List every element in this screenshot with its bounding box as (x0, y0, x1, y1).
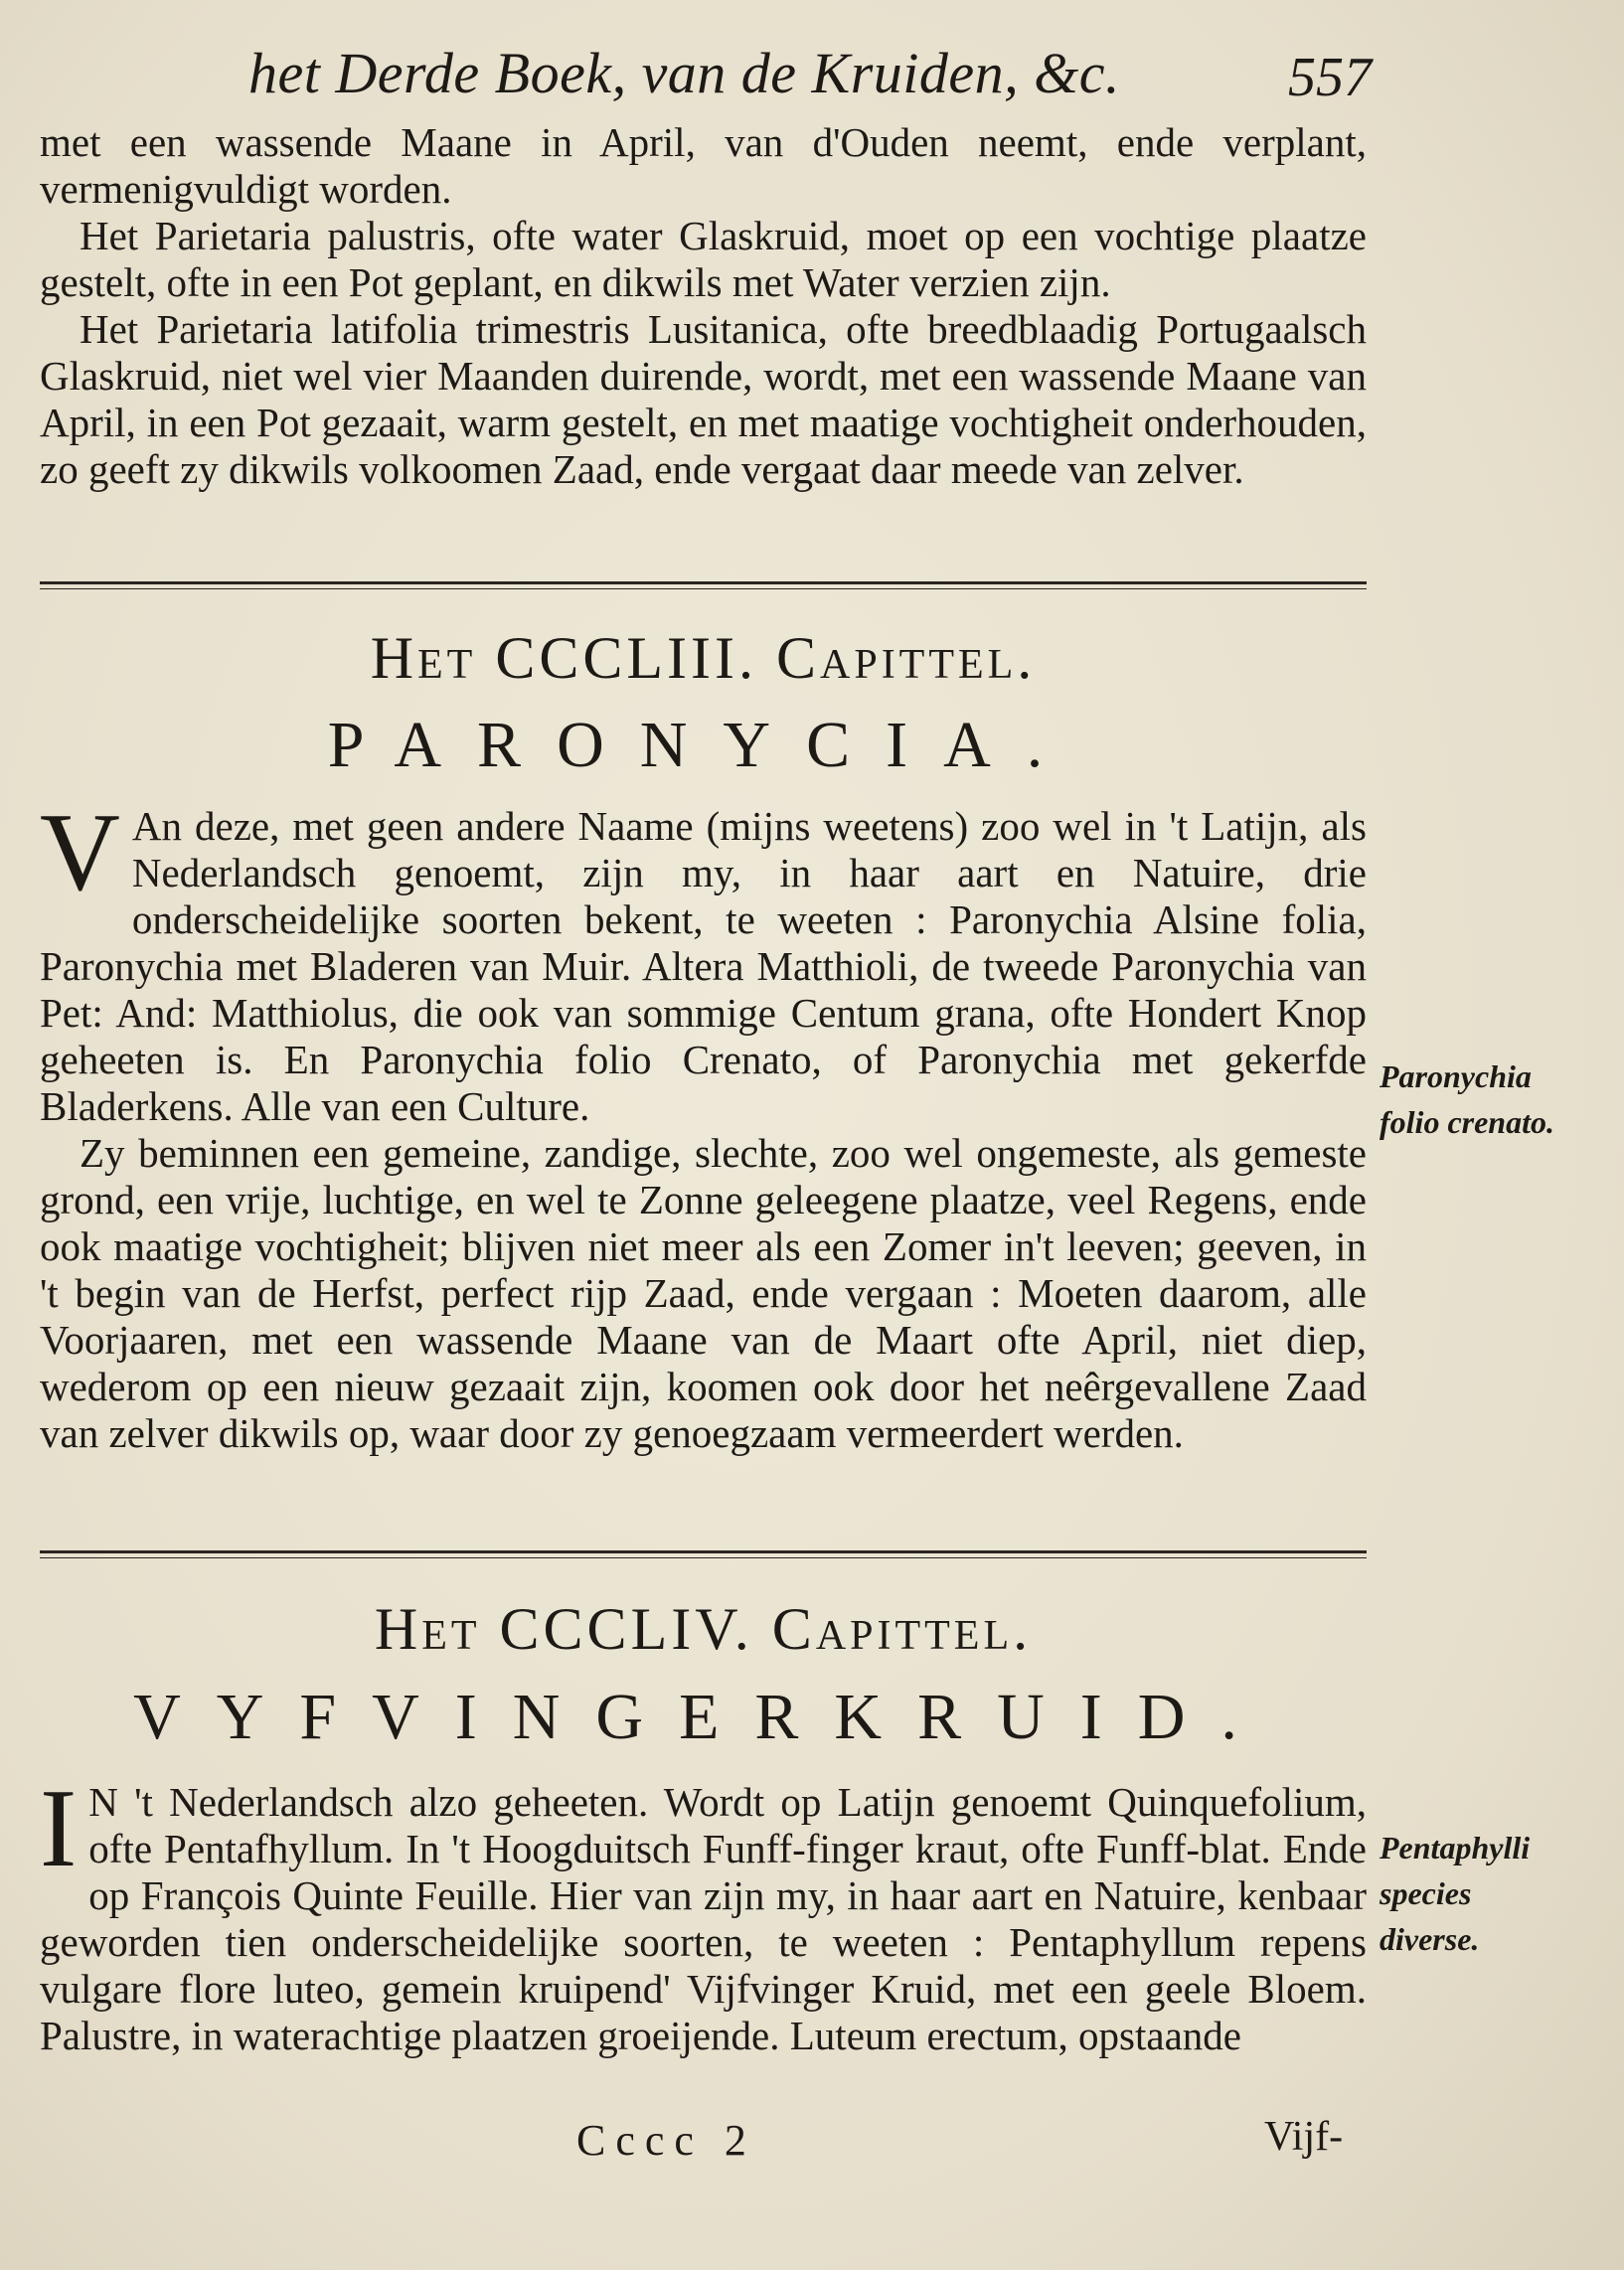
paragraph-vyfvinger-intro (40, 1767, 1367, 2059)
paragraph-continuation: met een wassende Maane in April, van d'Ouden neemt, ende verplant, vermenigvuldigt worden. (40, 119, 1367, 212)
chapter-heading-354: Het CCCLIV. Capittel. (374, 1596, 1033, 1662)
paragraph-paronycia-intro (40, 791, 1367, 1130)
dropcap: I (40, 1767, 78, 1890)
page-number: 557 (1288, 47, 1372, 108)
top-text-block (40, 119, 1367, 493)
chapter-353-body (40, 791, 1367, 1457)
section-divider (40, 581, 1367, 584)
paragraph-parietaria-latifolia: Het Parietaria latifolia trimestris Lusitanica, ofte breedblaadig Portugaalsch Glaskruid, niet wel vier Maanden duirende, wordt, met een wassende Maane van April, in een Pot gezaait, warm gestelt, en met maatige vochtigheit onderhouden, zo geeft zy dikwils volkoomen Zaad, ende vergaat daar meede van zelver. (40, 306, 1367, 492)
chapter-heading-353: Het CCCLIII. Capittel. (370, 625, 1037, 691)
chapter-title-paronycia: PARONYCIA. (327, 709, 1079, 781)
margin-note-pentaphylli: Pentaphylli species diverse. (1380, 1830, 1531, 1957)
dropcap: V (40, 791, 120, 914)
paragraph-text: An deze, met geen andere Naame (mijns weetens) zoo wel in 't Latijn, als Nederlandsch genoemt, zijn my, in haar aart en Natuire, drie onderscheidelijke soorten bekent, te weeten : Paronychia Alsine folia, Paronychia met Bladeren van Muir. Altera Matthioli, de tweede Paronychia van Pet: And: Matthiolus, die ook van sommige Centum grana, ofte Hondert Knop geheeten is. En Paronychia folio Crenato, of Paronychia met gekerfde Bladerkens. Alle van een Culture. (40, 803, 1367, 1129)
paragraph-paronycia-culture: Zy beminnen een gemeine, zandige, slechte, zoo wel ongemeste, als gemeste grond, een vrije, luchtige, en wel te Zonne geleegene plaatze, veel Regens, ende ook maatige vochtigheit; blijven niet meer als een Zomer in't leeven; geeven, in 't begin van de Herfst, perfect rijp Zaad, ende vergaan : Moeten daarom, alle Voorjaaren, met een wassende Maane van de Maart ofte April, niet diep, wederom op een nieuw gezaait zijn, koomen ook door het neêrgevallene Zaad van zelver dikwils op, waar door zy genoegzaam vermeerdert werden. (40, 1130, 1367, 1456)
chapter-title-vyfvingerkruid: VYFVINGERKRUID. (133, 1681, 1273, 1753)
running-title: het Derde Boek, van de Kruiden, &c. (248, 41, 1121, 105)
paragraph-parietaria-palustris: Het Parietaria palustris, ofte water Glaskruid, moet op een vochtige plaatze gestelt, ofte in een Pot geplant, en dikwils met Water verzien zijn. (40, 213, 1367, 305)
margin-note-paronychia: Paronychia folio crenato. (1380, 1058, 1554, 1140)
signature-mark: Cccc 2 (576, 2116, 756, 2165)
catchword: Vijf- (1264, 2114, 1344, 2160)
page-header (229, 40, 1372, 119)
paragraph-text: N 't Nederlandsch alzo geheeten. Wordt op Latijn genoemt Quinquefolium, ofte Pentafhyllum. In 't Hoogduitsch Funff-finger kraut, ofte Funff-blat. Ende op François Quinte Feuille. Hier van zijn my, in haar aart en Natuire, kenbaar geworden tien onderscheidelijke soorten, te weeten : Pentaphyllum repens vulgare flore luteo, gemein kruipend' Vijfvinger Kruid, met een geele Bloem. Palustre, in waterachtige plaatzen groeijende. Luteum erectum, opstaande (40, 1779, 1367, 2058)
section-divider (40, 1550, 1367, 1553)
chapter-354-body (40, 1767, 1367, 2059)
